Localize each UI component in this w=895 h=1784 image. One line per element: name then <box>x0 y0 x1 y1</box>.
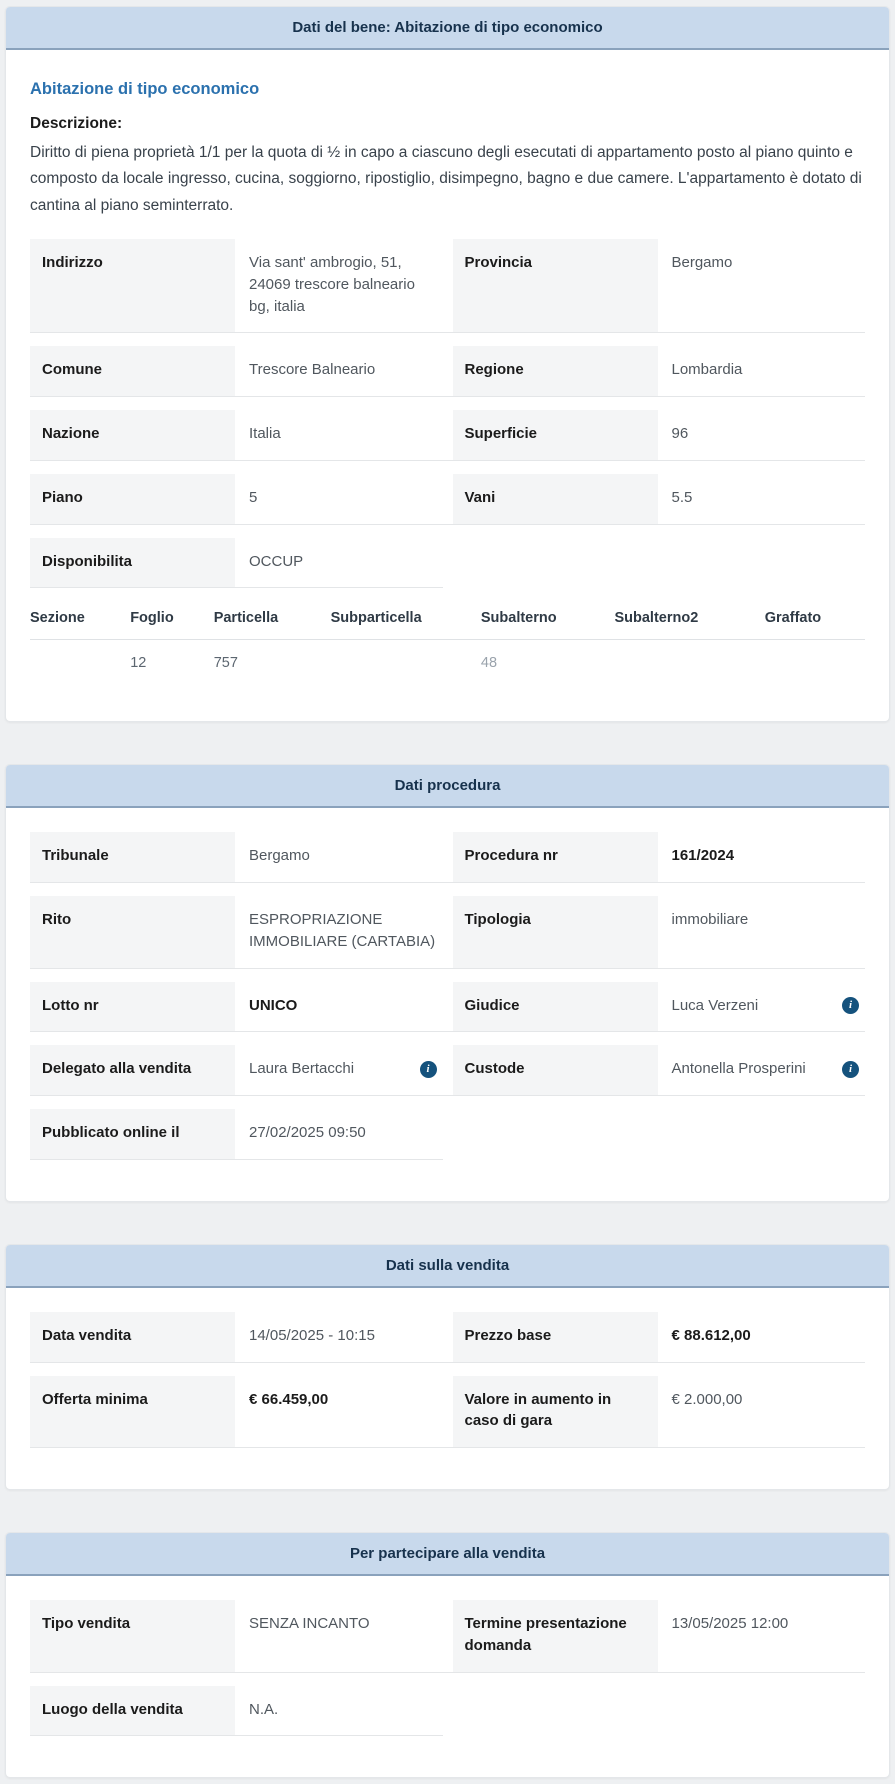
field-value <box>235 1600 443 1672</box>
field-value-text: 161/2024 <box>671 847 735 865</box>
field-label: Data vendita <box>30 1312 235 1362</box>
field-label: Provincia <box>453 239 658 332</box>
field-value <box>235 1376 443 1448</box>
section-header-title: Dati del bene: Abitazione di tipo economico <box>292 19 603 36</box>
field-value-text: immobiliare <box>671 911 749 929</box>
field-row <box>30 538 443 589</box>
field-value-text: ESPROPRIAZIONE IMMOBILIARE (CARTABIA) <box>249 911 436 950</box>
field-label: Comune <box>30 346 235 396</box>
field-label: Piano <box>30 474 235 524</box>
field-label: Custode <box>453 1045 658 1095</box>
field-row <box>30 1109 443 1160</box>
section-body <box>6 1576 889 1777</box>
field-piano <box>30 474 443 524</box>
field-row <box>30 832 865 883</box>
section-header-title: Dati sulla vendita <box>385 1256 510 1274</box>
field-label: Vani <box>453 474 658 524</box>
field-lotto-nr <box>30 982 443 1032</box>
field-value-text: Bergamo <box>249 847 310 865</box>
field-value-text: UNICO <box>249 996 298 1014</box>
field-value <box>235 896 443 968</box>
field-label: Tribunale <box>30 832 235 882</box>
field-label: Prezzo base <box>453 1312 658 1362</box>
field-comune <box>30 346 443 396</box>
section-header <box>6 1533 889 1576</box>
cadastral-table-header-row <box>30 602 865 640</box>
field-row <box>30 1686 443 1737</box>
field-value <box>235 982 443 1032</box>
field-value <box>658 982 866 1032</box>
info-icon[interactable]: i <box>842 997 859 1014</box>
field-label: Superficie <box>453 410 658 460</box>
field-indirizzo <box>30 239 443 332</box>
field-value-text: Laura Bertacchi <box>249 1060 355 1078</box>
field-tipo-vendita <box>30 1600 443 1672</box>
field-tribunale <box>30 832 443 882</box>
cadastral-table <box>30 602 865 693</box>
field-rito <box>30 896 443 968</box>
section-header <box>6 7 889 50</box>
field-label: Tipo vendita <box>30 1600 235 1672</box>
card-per-partecipare-alla-vendita <box>5 1532 890 1778</box>
section-header <box>6 1245 889 1288</box>
field-row <box>30 896 865 969</box>
field-value <box>658 832 866 882</box>
info-icon[interactable]: i <box>420 1061 437 1078</box>
info-icon[interactable]: i <box>842 1061 859 1078</box>
section-body <box>6 50 889 721</box>
field-value-text: N.A. <box>249 1700 279 1718</box>
field-regione <box>453 346 866 396</box>
field-superficie <box>453 410 866 460</box>
field-data-vendita <box>30 1312 443 1362</box>
field-value <box>658 474 866 524</box>
field-value-text: 5.5 <box>671 488 693 506</box>
field-label: Disponibilita <box>30 538 235 588</box>
field-row <box>30 239 865 333</box>
field-nazione <box>30 410 443 460</box>
field-luogo-della-vendita <box>30 1686 443 1736</box>
field-valore-in-aumento-in-caso-di-gara <box>453 1376 866 1448</box>
cadastral-column-header: Subalterno <box>480 610 557 627</box>
field-value-text: OCCUP <box>249 552 304 570</box>
field-giudice <box>453 982 866 1032</box>
field-value <box>235 538 443 588</box>
field-value-text: Luca Verzeni <box>671 996 759 1014</box>
field-value <box>235 239 443 332</box>
cadastral-column-header: Sezione <box>30 610 85 627</box>
field-offerta-minima <box>30 1376 443 1448</box>
field-value-text: Italia <box>249 425 281 443</box>
field-value-text: Antonella Prosperini <box>671 1060 806 1078</box>
field-value <box>235 1686 443 1736</box>
field-label: Luogo della vendita <box>30 1686 235 1736</box>
field-value <box>658 1376 866 1448</box>
field-value <box>235 832 443 882</box>
field-value <box>235 474 443 524</box>
cadastral-cell: 757 <box>213 655 238 672</box>
description-label: Descrizione: <box>30 115 123 132</box>
field-delegato-alla-vendita <box>30 1045 443 1095</box>
field-value <box>235 1109 443 1159</box>
field-value <box>235 1045 443 1095</box>
cadastral-cell <box>765 640 865 693</box>
field-label: Offerta minima <box>30 1376 235 1448</box>
cadastral-column-header: Subalterno2 <box>614 610 699 627</box>
field-prezzo-base <box>453 1312 866 1362</box>
field-label: Regione <box>453 346 658 396</box>
cadastral-cell <box>331 640 481 693</box>
field-value <box>658 1312 866 1362</box>
field-row <box>30 1312 865 1363</box>
card-dati-sulla-vendita <box>5 1244 890 1490</box>
field-label: Rito <box>30 896 235 968</box>
asset-title-link[interactable]: Abitazione di tipo economico <box>30 80 260 98</box>
field-label: Termine presentazione domanda <box>453 1600 658 1672</box>
field-value-text: 13/05/2025 12:00 <box>671 1615 789 1633</box>
field-value-text: 5 <box>249 488 258 506</box>
cadastral-cell: 48 <box>480 655 498 672</box>
field-value <box>658 239 866 332</box>
section-body <box>6 808 889 1201</box>
field-label: Indirizzo <box>30 239 235 332</box>
field-row <box>30 474 865 525</box>
field-label: Delegato alla vendita <box>30 1045 235 1095</box>
field-custode <box>453 1045 866 1095</box>
field-value-text: 14/05/2025 - 10:15 <box>249 1326 375 1344</box>
field-row <box>30 1600 865 1673</box>
field-tipologia <box>453 896 866 968</box>
field-provincia <box>453 239 866 332</box>
description-text: Diritto di piena proprietà 1/1 per la quota di ½ in capo a ciascuno degli esecutati di appartamento posto al piano quinto e composto da locale ingresso, cucina, soggiorno, ripostiglio, disimpegno, bagno e due camere. L'appartamento è dotato di cantina al piano seminterrato. <box>30 144 862 214</box>
field-label: Tipologia <box>453 896 658 968</box>
card-dati-procedura <box>5 764 890 1202</box>
field-value-text: € 66.459,00 <box>249 1390 329 1408</box>
section-header <box>6 765 889 808</box>
field-label: Pubblicato online il <box>30 1109 235 1159</box>
cadastral-column-header: Foglio <box>130 610 174 627</box>
cadastral-column-header: Subparticella <box>330 610 422 627</box>
field-value-text: SENZA INCANTO <box>249 1615 370 1633</box>
field-label: Lotto nr <box>30 982 235 1032</box>
section-header-title: Dati procedura <box>394 777 501 795</box>
section-body <box>6 1288 889 1489</box>
field-value <box>658 896 866 968</box>
field-value <box>235 1312 443 1362</box>
field-row <box>30 1045 865 1096</box>
cadastral-table-row <box>30 640 865 693</box>
field-disponibilita <box>30 538 443 588</box>
card-dati-del-bene <box>5 6 890 722</box>
field-label: Procedura nr <box>453 832 658 882</box>
field-vani <box>453 474 866 524</box>
field-value <box>658 410 866 460</box>
field-row <box>30 410 865 461</box>
field-label: Nazione <box>30 410 235 460</box>
cadastral-column-header: Graffato <box>764 610 822 627</box>
field-procedura-nr <box>453 832 866 882</box>
field-value-text: 27/02/2025 09:50 <box>249 1124 366 1142</box>
cadastral-cell <box>30 640 130 693</box>
field-value-text: Via sant' ambrogio, 51, 24069 trescore balneario bg, italia <box>249 254 415 315</box>
cadastral-cell <box>614 640 764 693</box>
field-row <box>30 346 865 397</box>
field-label: Giudice <box>453 982 658 1032</box>
field-termine-presentazione-domanda <box>453 1600 866 1672</box>
field-value-text: Bergamo <box>671 254 733 272</box>
field-value <box>235 346 443 396</box>
field-value <box>658 346 866 396</box>
field-value <box>658 1600 866 1672</box>
field-value <box>658 1045 866 1095</box>
cadastral-column-header: Particella <box>213 610 279 627</box>
field-pubblicato-online-il <box>30 1109 443 1159</box>
section-header-title: Per partecipare alla vendita <box>349 1545 546 1563</box>
field-value <box>235 410 443 460</box>
field-label: Valore in aumento in caso di gara <box>453 1376 658 1448</box>
field-row <box>30 982 865 1033</box>
cadastral-cell: 12 <box>130 655 147 672</box>
field-value-text: 96 <box>671 425 689 443</box>
field-value-text: Trescore Balneario <box>249 361 376 379</box>
field-value-text: Lombardia <box>671 361 743 379</box>
field-value-text: € 88.612,00 <box>671 1326 751 1344</box>
field-row <box>30 1376 865 1449</box>
field-value-text: € 2.000,00 <box>671 1390 743 1408</box>
